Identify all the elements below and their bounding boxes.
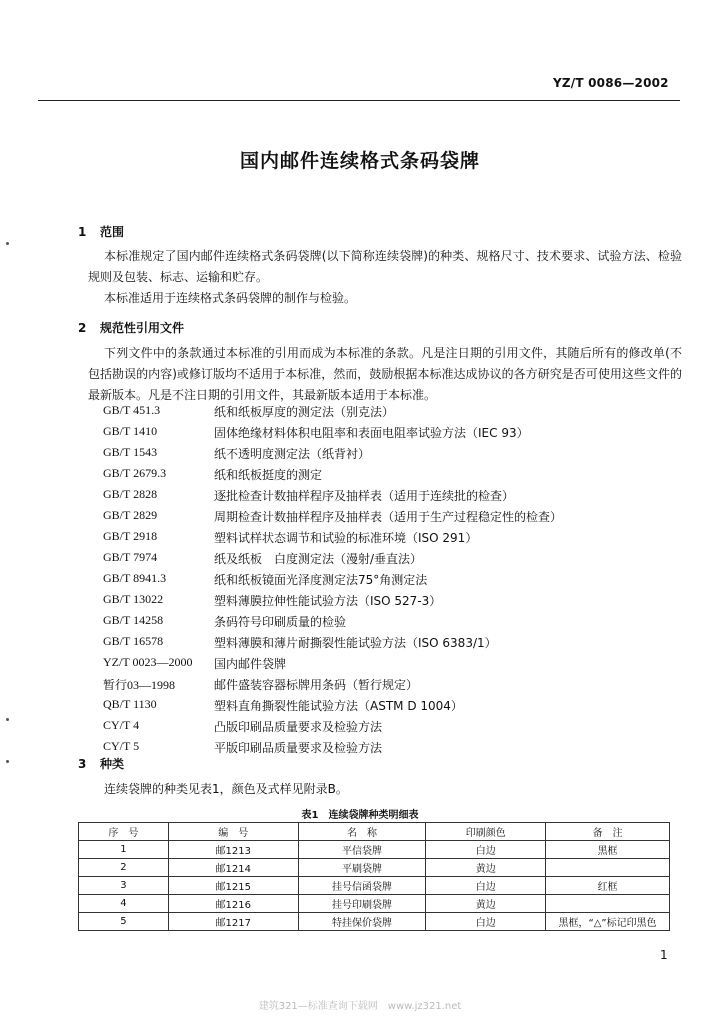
- column-header: 印刷颜色: [426, 823, 546, 841]
- reference-code: GB/T 14258: [103, 613, 164, 627]
- scan-speck: [6, 242, 9, 245]
- section-1-heading: [78, 223, 124, 240]
- table-cell: 平刷袋牌: [298, 859, 426, 877]
- section-1-paragraph-2: 本标准适用于连续格式条码袋牌的制作与检验。: [104, 291, 357, 305]
- reference-name: 塑料直角撕裂性能试验方法（ASTM D 1004）: [214, 699, 463, 713]
- section-title: 种类: [100, 757, 125, 771]
- section-title: 范围: [100, 225, 125, 239]
- table-cell: 5: [79, 913, 169, 931]
- reference-code: CY/T 5: [103, 739, 140, 753]
- reference-code: GB/T 2918: [103, 529, 158, 543]
- reference-code: YZ/T 0023—2000: [103, 655, 193, 669]
- section-title: 规范性引用文件: [100, 321, 185, 335]
- table-row: [79, 877, 670, 895]
- table-cell: 白边: [426, 877, 546, 895]
- reference-code: GB/T 1543: [103, 445, 158, 459]
- scan-speck: [6, 718, 9, 721]
- reference-code: GB/T 451.3: [103, 403, 161, 417]
- reference-name: 邮件盛装容器标牌用条码（暂行规定）: [214, 678, 419, 692]
- table-header-row: [79, 823, 670, 841]
- column-header: 备 注: [546, 823, 670, 841]
- table-cell: 黑框，“△”标记印黑色: [546, 913, 670, 931]
- section-3-heading: [78, 755, 124, 772]
- reference-name: 纸及纸板 白度测定法（漫射/垂直法）: [214, 552, 423, 566]
- table-cell: 邮1215: [168, 877, 298, 895]
- section-1-paragraph-1: 本标准规定了国内邮件连续格式条码袋牌(以下简称连续袋牌)的种类、规格尺寸、技术要求、试验方法、检验规则及包装、标志、运输和贮存。: [88, 249, 682, 284]
- table-cell: 黄边: [426, 859, 546, 877]
- reference-code: GB/T 7974: [103, 550, 158, 564]
- reference-name: 周期检查计数抽样程序及抽样表（适用于生产过程稳定性的检查）: [214, 510, 563, 524]
- table-cell: 挂号印刷袋牌: [298, 895, 426, 913]
- reference-code: CY/T 4: [103, 718, 140, 732]
- type-detail-table: [78, 822, 670, 931]
- table-cell: 邮1217: [168, 913, 298, 931]
- table-cell: 1: [79, 841, 169, 859]
- table-cell: 白边: [426, 913, 546, 931]
- reference-name: 固体绝缘材料体积电阻率和表面电阻率试验方法（IEC 93）: [214, 426, 529, 440]
- table-cell: 2: [79, 859, 169, 877]
- reference-code: QB/T 1130: [103, 697, 157, 711]
- reference-name: 条码符号印刷质量的检验: [214, 615, 347, 629]
- section-3-paragraph: 连续袋牌的种类见表1，颜色及式样见附录B。: [104, 782, 348, 796]
- table-cell: 白边: [426, 841, 546, 859]
- reference-code: GB/T 2829: [103, 508, 158, 522]
- reference-name: 逐批检查计数抽样程序及抽样表（适用于连续批的检查）: [214, 489, 515, 503]
- table-row: [79, 841, 670, 859]
- table-row: [79, 859, 670, 877]
- table-cell: 黄边: [426, 895, 546, 913]
- reference-name: 纸和纸板挺度的测定: [214, 468, 323, 482]
- column-header: 名 称: [298, 823, 426, 841]
- table-cell: 特挂保价袋牌: [298, 913, 426, 931]
- reference-code: GB/T 8941.3: [103, 571, 167, 585]
- page-number: 1: [660, 948, 668, 962]
- reference-name: 国内邮件袋牌: [214, 657, 287, 671]
- section-number: 2: [78, 321, 87, 335]
- column-header: 序 号: [79, 823, 169, 841]
- section-2-paragraph: 下列文件中的条款通过本标准的引用而成为本标准的条款。凡是注日期的引用文件，其随后所有的修改单(不包括勘误的内容)或修订版均不适用于本标准，然而，鼓励根据本标准达成协议的各方研究是否可使用这些文件的最新版本。凡是不注日期的引用文件，其最新版本适用于本标准。: [88, 346, 682, 402]
- header-rule: [38, 100, 680, 101]
- standard-code: YZ/T 0086—2002: [553, 76, 669, 90]
- reference-name: 凸版印刷品质量要求及检验方法: [214, 720, 383, 734]
- table-cell: 平信袋牌: [298, 841, 426, 859]
- reference-name: 纸和纸板厚度的测定法（别克法）: [214, 405, 395, 419]
- table-cell: 邮1216: [168, 895, 298, 913]
- reference-name: 塑料薄膜拉伸性能试验方法（ISO 527-3）: [214, 594, 442, 608]
- table-row: [79, 895, 670, 913]
- table-cell: 黑框: [546, 841, 670, 859]
- table-cell: [546, 859, 670, 877]
- table-cell: 邮1213: [168, 841, 298, 859]
- scan-speck: [6, 760, 9, 763]
- reference-code: GB/T 2679.3: [103, 466, 167, 480]
- table-cell: 4: [79, 895, 169, 913]
- table-cell: 3: [79, 877, 169, 895]
- table-cell: 邮1214: [168, 859, 298, 877]
- reference-code: GB/T 2828: [103, 487, 158, 501]
- table-cell: 挂号信函袋牌: [298, 877, 426, 895]
- footer-watermark: 建筑321—标准查询下载网 www.jz321.net: [258, 1001, 462, 1012]
- table-cell: [546, 895, 670, 913]
- section-number: 3: [78, 757, 87, 771]
- table-row: [79, 913, 670, 931]
- section-2-heading: [78, 319, 184, 336]
- table-cell: 红框: [546, 877, 670, 895]
- column-header: 编 号: [168, 823, 298, 841]
- reference-name: 塑料试样状态调节和试验的标准环境（ISO 291）: [214, 531, 478, 545]
- table-caption: 表1 连续袋牌种类明细表: [301, 810, 419, 821]
- reference-name: 塑料薄膜和薄片耐撕裂性能试验方法（ISO 6383/1）: [214, 636, 497, 650]
- reference-code: GB/T 13022: [103, 592, 164, 606]
- reference-name: 平版印刷品质量要求及检验方法: [214, 741, 383, 755]
- reference-code: 暂行03—1998: [103, 678, 176, 692]
- reference-code: GB/T 1410: [103, 424, 158, 438]
- reference-name: 纸和纸板镜面光泽度测定法75°角测定法: [214, 573, 428, 587]
- reference-name: 纸不透明度测定法（纸背衬）: [214, 447, 371, 461]
- section-number: 1: [78, 225, 87, 239]
- document-title: 国内邮件连续格式条码袋牌: [239, 150, 480, 172]
- reference-code: GB/T 16578: [103, 634, 164, 648]
